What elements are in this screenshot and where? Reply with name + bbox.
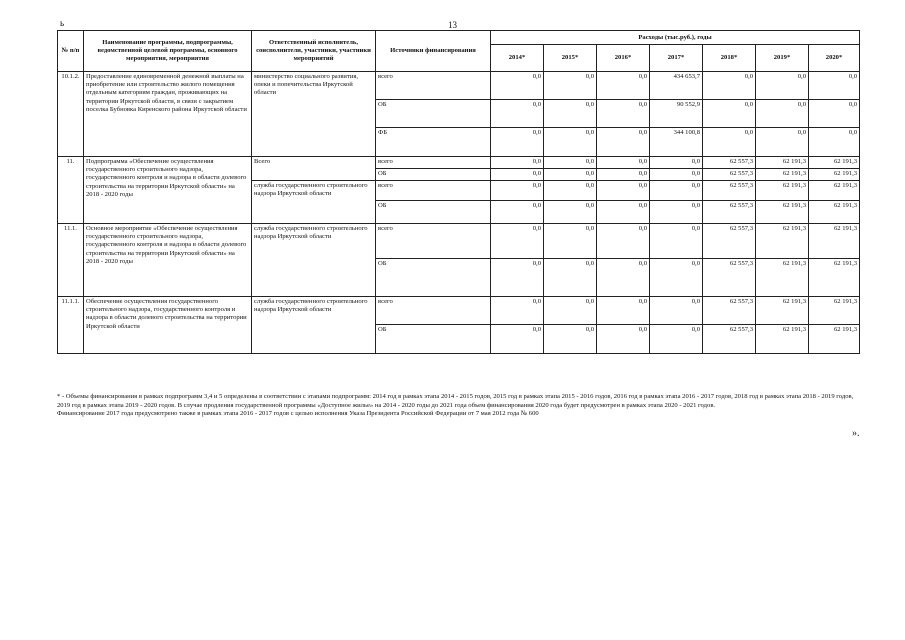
row-source: ОБ xyxy=(376,325,491,354)
row-value: 0,0 xyxy=(809,72,860,100)
row-source: всего xyxy=(376,181,491,201)
row-source: ФБ xyxy=(376,128,491,157)
row-value: 0,0 xyxy=(544,157,597,169)
row-value: 62 191,3 xyxy=(809,201,860,224)
row-value: 62 557,3 xyxy=(703,169,756,181)
row-name: Подпрограмма «Обеспечение осуществления государственного строительного надзора, государственного контроля и надзора в области долевого строительства на территории Иркутской области» на 2018 - 2020 годы xyxy=(84,157,252,224)
row-source: ОБ xyxy=(376,201,491,224)
row-value: 0,0 xyxy=(597,224,650,259)
row-value: 0,0 xyxy=(597,325,650,354)
row-value: 62 191,3 xyxy=(756,325,809,354)
footnote-stages: * - Объемы финансирования в рамках подпрограмм 3,4 и 5 определены в соответствии с этапами подпрограмм: 2014 год в рамках этапа 2014 - 2015 годов, 2015 год в рамках этапа 2015 - 2016 годов, 2016 год в рамках этапа 2016 - 2017 годов, 2018 год в рамках этапа 2018 - 2019 годов, 2019 год в рамках этапа 2019 - 2020 годов. В случае продления государственной программы «Доступное жилье» на 2014 - 2020 годы до 2021 года объем финансирования 2020 года будет предусмотрен в рамках этапа 2020 - 2021 годов. xyxy=(57,393,854,409)
row-value: 0,0 xyxy=(597,181,650,201)
row-value: 62 557,3 xyxy=(703,181,756,201)
row-value: 0,0 xyxy=(491,181,544,201)
row-value: 0,0 xyxy=(597,100,650,128)
row-value: 0,0 xyxy=(544,100,597,128)
row-value: 0,0 xyxy=(544,128,597,157)
row-value: 62 557,3 xyxy=(703,297,756,325)
footnote-2017: Финансирование 2017 года предусмотрено также в рамках этапа 2016 - 2017 годов с целью исполнения Указа Президента Российской Федерации от 7 мая 2012 года № 600 xyxy=(57,410,539,418)
row-value: 0,0 xyxy=(756,100,809,128)
table-row xyxy=(58,157,860,169)
row-value: 0,0 xyxy=(544,297,597,325)
row-value: 62 191,3 xyxy=(809,169,860,181)
row-value: 344 100,8 xyxy=(650,128,703,157)
row-value: 0,0 xyxy=(491,72,544,100)
row-value: 0,0 xyxy=(544,169,597,181)
row-value: 0,0 xyxy=(491,259,544,297)
row-value: 0,0 xyxy=(703,72,756,100)
row-value: 0,0 xyxy=(491,297,544,325)
row-source: всего xyxy=(376,224,491,259)
header-name: Наименование программы, подпрограммы, ведомственной целевой программы, основного мероприятия, мероприятия xyxy=(84,31,252,72)
row-value: 90 552,9 xyxy=(650,100,703,128)
row-value: 0,0 xyxy=(491,224,544,259)
row-value: 0,0 xyxy=(650,181,703,201)
row-name: Предоставление единовременной денежной выплаты на приобретение или строительство жилого помещения отдельным категориям граждан, проживающих на территории Иркутской области, в связи с закрытием поселка Бубновка Киренского района Иркутской области xyxy=(84,72,252,157)
row-value: 0,0 xyxy=(544,325,597,354)
row-executor: служба государственного строительного надзора Иркутской области xyxy=(252,297,376,354)
row-value: 0,0 xyxy=(544,259,597,297)
header-year: 2015* xyxy=(544,45,597,72)
row-value: 62 191,3 xyxy=(756,181,809,201)
row-value: 0,0 xyxy=(597,297,650,325)
row-number: 11.1.1. xyxy=(58,297,84,354)
row-value: 434 653,7 xyxy=(650,72,703,100)
row-source: всего xyxy=(376,72,491,100)
row-value: 0,0 xyxy=(597,201,650,224)
row-source: всего xyxy=(376,297,491,325)
row-value: 62 557,3 xyxy=(703,325,756,354)
header-executor: Ответственный исполнитель, соисполнители, участники, участники мероприятий xyxy=(252,31,376,72)
row-value: 0,0 xyxy=(491,169,544,181)
row-value: 62 191,3 xyxy=(809,157,860,169)
row-source: ОБ xyxy=(376,169,491,181)
table-row xyxy=(58,224,860,259)
row-value: 62 191,3 xyxy=(809,297,860,325)
row-value: 0,0 xyxy=(756,72,809,100)
header-year: 2018* xyxy=(703,45,756,72)
row-value: 0,0 xyxy=(756,128,809,157)
row-value: 62 557,3 xyxy=(703,224,756,259)
row-value: 0,0 xyxy=(650,259,703,297)
header-year: 2020* xyxy=(809,45,860,72)
footnote xyxy=(57,393,859,419)
row-value: 62 191,3 xyxy=(756,157,809,169)
row-value: 62 557,3 xyxy=(703,201,756,224)
row-value: 62 191,3 xyxy=(756,169,809,181)
row-value: 0,0 xyxy=(544,181,597,201)
row-value: 0,0 xyxy=(597,169,650,181)
row-value: 0,0 xyxy=(650,297,703,325)
row-executor: служба государственного строительного надзора Иркутской области xyxy=(252,181,376,224)
budget-table xyxy=(57,30,860,354)
header-year: 2019* xyxy=(756,45,809,72)
row-value: 0,0 xyxy=(650,325,703,354)
row-value: 0,0 xyxy=(703,128,756,157)
row-value: 0,0 xyxy=(544,72,597,100)
row-value: 0,0 xyxy=(491,325,544,354)
row-source: ОБ xyxy=(376,100,491,128)
row-number: 11.1. xyxy=(58,224,84,297)
row-executor: Всего xyxy=(252,157,376,181)
row-source: ОБ xyxy=(376,259,491,297)
row-value: 0,0 xyxy=(597,128,650,157)
row-value: 0,0 xyxy=(650,201,703,224)
row-value: 0,0 xyxy=(491,100,544,128)
row-value: 0,0 xyxy=(544,224,597,259)
header-year: 2017* xyxy=(650,45,703,72)
row-value: 0,0 xyxy=(809,100,860,128)
row-value: 0,0 xyxy=(597,259,650,297)
row-value: 62 191,3 xyxy=(809,224,860,259)
table-body xyxy=(58,72,860,354)
row-value: 0,0 xyxy=(650,157,703,169)
row-value: 0,0 xyxy=(491,128,544,157)
table-row xyxy=(58,297,860,325)
row-name: Обеспечение осуществления государственного строительного надзора, государственного контроля и надзора в области долевого строительства на территории Иркутской области xyxy=(84,297,252,354)
row-value: 0,0 xyxy=(597,72,650,100)
header-year: 2014* xyxy=(491,45,544,72)
row-value: 0,0 xyxy=(491,157,544,169)
row-value: 62 191,3 xyxy=(756,259,809,297)
row-value: 0,0 xyxy=(650,224,703,259)
row-number: 11. xyxy=(58,157,84,224)
row-name: Основное мероприятие «Обеспечение осуществления государственного строительного надзора, государственного контроля и надзора в области долевого строительства на территории Иркутской области» на 2018 - 2020 годы xyxy=(84,224,252,297)
row-value: 62 557,3 xyxy=(703,259,756,297)
row-value: 62 191,3 xyxy=(809,325,860,354)
closing-quote: ». xyxy=(852,428,860,439)
row-value: 0,0 xyxy=(597,157,650,169)
row-value: 0,0 xyxy=(650,169,703,181)
row-value: 62 557,3 xyxy=(703,157,756,169)
row-value: 0,0 xyxy=(809,128,860,157)
page-number: 13 xyxy=(448,20,457,30)
row-executor: министерство социального развития, опеки и попечительства Иркутской области xyxy=(252,72,376,157)
header-year: 2016* xyxy=(597,45,650,72)
row-value: 62 191,3 xyxy=(809,259,860,297)
corner-mark: ь xyxy=(60,18,65,28)
row-value: 0,0 xyxy=(544,201,597,224)
header-num: № п/п xyxy=(58,31,84,72)
table-row xyxy=(58,72,860,100)
row-value: 62 191,3 xyxy=(756,201,809,224)
row-value: 0,0 xyxy=(491,201,544,224)
row-value: 0,0 xyxy=(703,100,756,128)
row-source: всего xyxy=(376,157,491,169)
row-number: 10.1.2. xyxy=(58,72,84,157)
header-expenses: Расходы (тыс.руб.), годы xyxy=(491,31,860,45)
header-source: Источники финансирования xyxy=(376,31,491,72)
row-value: 62 191,3 xyxy=(809,181,860,201)
row-value: 62 191,3 xyxy=(756,297,809,325)
row-executor: служба государственного строительного надзора Иркутской области xyxy=(252,224,376,297)
row-value: 62 191,3 xyxy=(756,224,809,259)
